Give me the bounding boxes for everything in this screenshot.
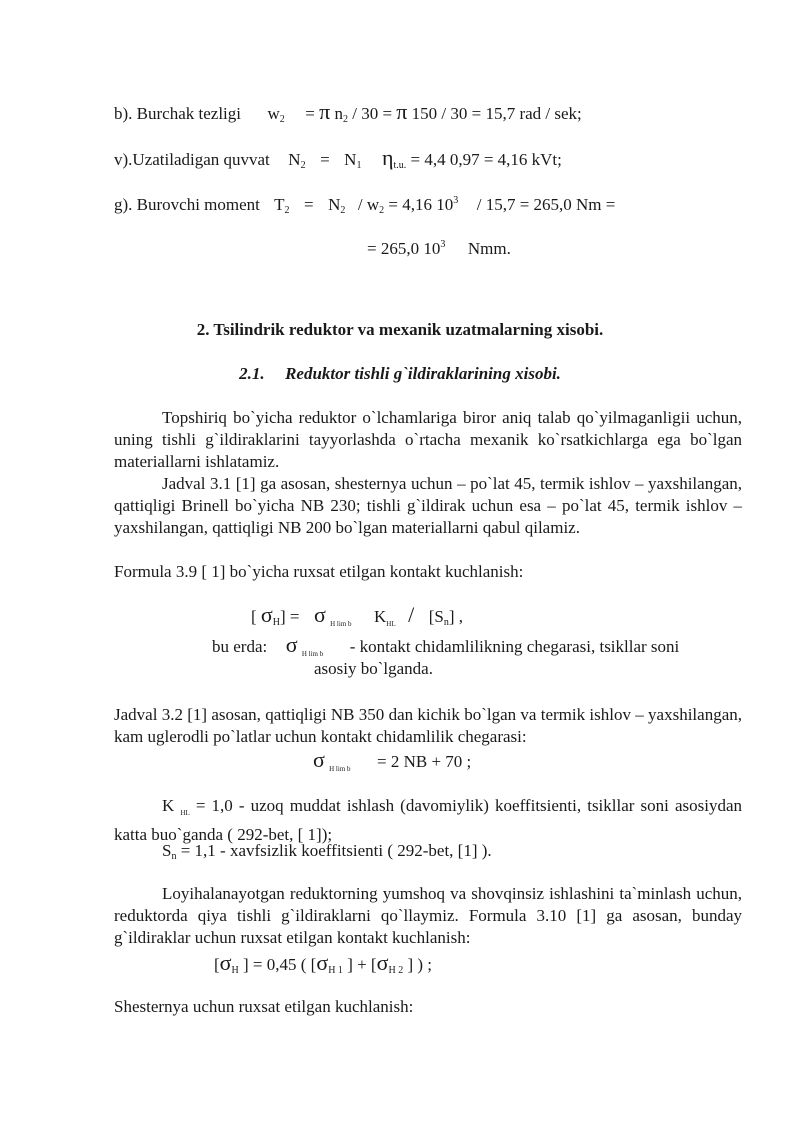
- equals: =: [320, 150, 330, 169]
- subsection-text: Reduktor tishli g`ildiraklarining xisobi.: [285, 364, 561, 383]
- subscript: H 1: [328, 965, 343, 976]
- calc-label: v).Uzatiladigan quvvat: [114, 150, 270, 169]
- where-continuation: asosiy bo`lganda.: [314, 659, 433, 678]
- calc-label: b). Burchak tezligi: [114, 104, 241, 123]
- subscript: H lim b: [329, 765, 351, 773]
- sn-line: [162, 840, 492, 868]
- subscript: n: [443, 617, 449, 628]
- symbol-n: N: [344, 150, 357, 169]
- formula-part: [S: [428, 607, 444, 626]
- symbol-n: n: [334, 104, 343, 123]
- calc-result: / 15,7 = 265,0 Nm =: [476, 195, 616, 214]
- equals: =: [305, 104, 315, 123]
- power-line: [114, 147, 562, 177]
- formula-part: ] =: [280, 607, 300, 626]
- closing-line: Shesternya uchun ruxsat etilgan kuchlanish:: [114, 997, 414, 1016]
- formula-part: ] ,: [448, 607, 464, 626]
- symbol-k: K: [162, 796, 175, 815]
- sigma-symbol: σ: [313, 747, 325, 772]
- where-line: [212, 634, 679, 665]
- calc-part: / 30 =: [352, 104, 393, 123]
- paragraph: Topshiriq bo`yicha reduktor o`lchamlariga biror aniq talab qo`yilmaganligii uchun, uning tishli g`ildiraklarini tayyorlashda o`rtacha mexanik ko`rsatkichlarga ega bo`lgan materiallarni ishlatamiz.: [114, 408, 742, 471]
- subscript: HL: [386, 620, 396, 628]
- where-label: bu erda:: [212, 637, 268, 656]
- subscript: t.u.: [393, 160, 407, 171]
- formula-reference: Formula 3.9 [ 1] bo`yicha ruxsat etilgan kontakt kuchlanish:: [114, 562, 524, 581]
- where-description: - kontakt chidamlilikning chegarasi, tsikllar soni: [349, 637, 680, 656]
- subscript: 2: [284, 205, 290, 216]
- subscript: 2: [342, 114, 348, 125]
- pi-symbol: π: [319, 99, 331, 124]
- symbol-n: N: [288, 150, 301, 169]
- subsection-title: [0, 363, 800, 385]
- calc-part: = 4,16 10: [388, 195, 454, 214]
- calc-label: g). Burovchi moment: [114, 195, 260, 214]
- formula-rhs: = 2 NB + 70 ;: [377, 752, 472, 771]
- division-slash: /: [408, 602, 415, 627]
- symbol-s: S: [162, 841, 172, 860]
- sigma-symbol: σ: [314, 602, 326, 627]
- subscript: H: [272, 617, 281, 628]
- sigma-symbol: σ: [285, 632, 298, 657]
- pi-symbol: π: [396, 99, 408, 124]
- superscript: 3: [440, 239, 446, 250]
- formula-allowable-stress: [251, 604, 463, 635]
- khl-description: = 1,0 - uzoq muddat ishlash (davomiylik) koeffitsienti, tsikllar soni asosiydan katta buo`ganda ( 292-bet, [ 1]);: [114, 796, 743, 844]
- symbol-k: K: [374, 607, 387, 626]
- calc-result: Nmm.: [467, 239, 511, 258]
- subscript: H lim b: [330, 620, 352, 628]
- subscript: H: [231, 965, 239, 976]
- sigma-symbol: σ: [316, 950, 329, 975]
- symbol-t: T: [274, 195, 285, 214]
- paragraph: Jadval 3.2 [1] asosan, qattiqligi NB 350 dan kichik bo`lgan va termik ishlov – yaxshilangan, kam uglerodli po`latlar uchun kontakt chidamlilik chegarasi:: [114, 705, 742, 746]
- paragraph: Jadval 3.1 [1] ga asosan, shesternya uchun – po`lat 45, termik ishlov – yaxshilangan, qattiqligi Brinell bo`yicha NB 230; tishli g`ildirak uchun esa – po`lat 45, termik ishlov – yaxshilangan, qattiqligi NB 200 bo`lgan materiallarni qabul qilamiz.: [114, 474, 742, 537]
- calc-part: / w: [357, 195, 380, 214]
- sigma-symbol: σ: [219, 950, 232, 975]
- subscript: n: [171, 851, 177, 862]
- formula-part: ] = 0,45 ( [: [243, 955, 317, 974]
- superscript: 3: [453, 195, 459, 206]
- calc-result: 150 / 30 = 15,7 rad / sek;: [411, 104, 582, 123]
- subscript: 2: [279, 114, 285, 125]
- subsection-number: 2.1.: [239, 364, 265, 383]
- subscript: H 2: [388, 965, 404, 976]
- symbol-n: N: [328, 195, 341, 214]
- equals: =: [304, 195, 314, 214]
- torque-result-line: [367, 234, 511, 260]
- eta-symbol: η: [381, 145, 394, 170]
- subscript: HL: [180, 809, 190, 817]
- formula-part: ] ) ;: [407, 955, 432, 974]
- calc-part: = 265,0 10: [367, 239, 441, 258]
- formula-limit: [313, 749, 471, 780]
- section-title: 2. Tsilindrik reduktor va mexanik uzatmalarning xisobi.: [196, 320, 604, 339]
- symbol-w: w: [267, 104, 280, 123]
- subscript: 2: [340, 205, 346, 216]
- calc-result: = 4,4 0,97 = 4,16 kVt;: [410, 150, 562, 169]
- paragraph: Loyihalanayotgan reduktorning yumshoq va shovqinsiz ishlashini ta`minlash uchun, reduktorda qiya tishli g`ildiraklarni qo`llaymiz. Formula 3.10 [1] ga asosan, bunday g`ildiraklar uchun ruxsat etilgan kontakt kuchlanish:: [114, 884, 742, 947]
- sn-description: = 1,1 - xavfsizlik koeffitsienti ( 292-bet, [1] ).: [180, 841, 492, 860]
- subscript: H lim b: [301, 650, 324, 658]
- angular-speed-line: [114, 101, 582, 131]
- sigma-symbol: σ: [376, 950, 389, 975]
- torque-line: [114, 190, 615, 222]
- sigma-symbol: σ: [260, 602, 273, 627]
- formula-part: ] + [: [347, 955, 377, 974]
- subscript: 2: [300, 160, 306, 171]
- subscript: 1: [356, 160, 362, 171]
- khl-paragraph: [114, 795, 742, 846]
- subscript: 2: [379, 205, 385, 216]
- bracket: [: [214, 955, 220, 974]
- bracket: [: [251, 607, 257, 626]
- formula-helical: [214, 952, 432, 982]
